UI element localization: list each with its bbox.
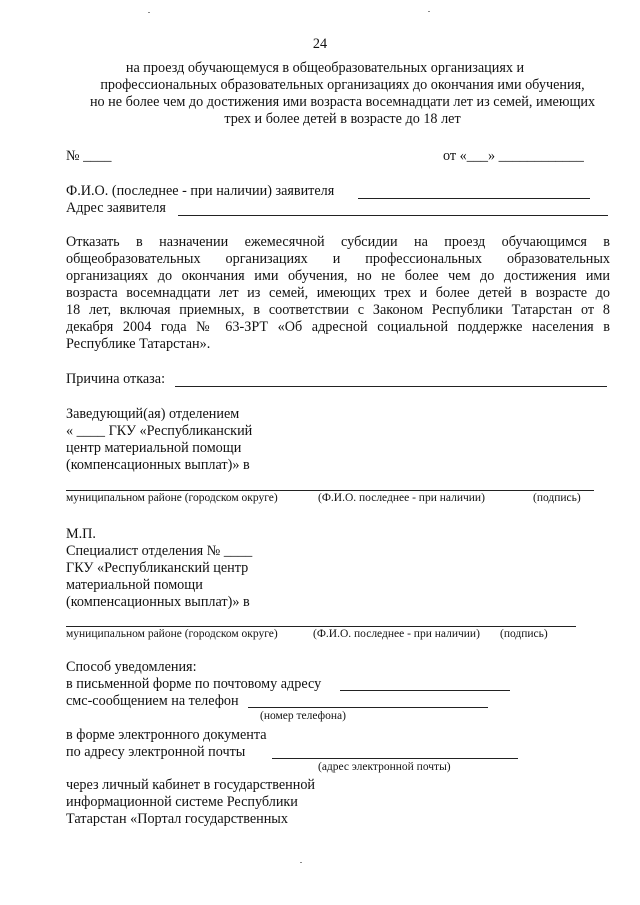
caption-district: муниципальном районе (городском округе) bbox=[66, 628, 278, 640]
phone-number-field[interactable] bbox=[248, 707, 488, 708]
refusal-line: организациях до окончания ими обучения, но не более чем до достижения ими bbox=[66, 268, 610, 284]
email-field[interactable] bbox=[272, 758, 518, 759]
refusal-reason-label: Причина отказа: bbox=[66, 371, 166, 387]
caption-fio: (Ф.И.О. последнее - при наличии) bbox=[313, 628, 480, 640]
specialist-line: ГКУ «Республиканский центр bbox=[66, 560, 249, 576]
notification-cabinet-line: Татарстан «Портал государственных bbox=[66, 811, 288, 827]
scan-speck bbox=[148, 12, 150, 13]
caption-signature: (подпись) bbox=[533, 492, 581, 504]
refusal-line: общеобразовательных организациях и профессиональных образовательных bbox=[66, 251, 610, 267]
heading-line: но не более чем до достижения ими возраста восемнадцати лет из семей, имеющих bbox=[89, 94, 596, 110]
phone-caption: (номер телефона) bbox=[260, 710, 346, 722]
head-line: Заведующий(ая) отделением bbox=[66, 406, 240, 422]
notification-email-label: по адресу электронной почты bbox=[66, 744, 246, 760]
caption-fio: (Ф.И.О. последнее - при наличии) bbox=[318, 492, 485, 504]
applicant-fio-label: Ф.И.О. (последнее - при наличии) заявителя bbox=[66, 183, 335, 199]
applicant-address-field[interactable] bbox=[178, 215, 608, 216]
refusal-line: Отказать в назначении ежемесячной субсидии на проезд обучающимся в bbox=[66, 234, 610, 250]
specialist-line: Специалист отделения № ____ bbox=[66, 543, 253, 559]
caption-district: муниципальном районе (городском округе) bbox=[66, 492, 278, 504]
refusal-reason-field[interactable] bbox=[175, 386, 607, 387]
number-field[interactable]: № ____ bbox=[66, 148, 112, 164]
page-number: 24 bbox=[312, 36, 328, 52]
notification-cabinet-line: информационной системе Республики bbox=[66, 794, 298, 810]
specialist-signature-field[interactable] bbox=[66, 626, 576, 627]
notification-cabinet-line[interactable]: через личный кабинет в государственной bbox=[66, 777, 316, 793]
email-caption: (адрес электронной почты) bbox=[318, 761, 451, 773]
scan-speck bbox=[428, 11, 430, 12]
applicant-fio-field[interactable] bbox=[358, 198, 590, 199]
notification-sms-option[interactable]: смс-сообщением на телефон bbox=[66, 693, 239, 709]
heading-line: трех и более детей в возрасте до 18 лет bbox=[224, 111, 461, 127]
postal-address-field[interactable] bbox=[340, 690, 510, 691]
head-signature-field[interactable] bbox=[66, 490, 594, 491]
refusal-line: 18 лет, включая приемных, в соответствии с Законом Республики Татарстан от 8 bbox=[66, 302, 610, 318]
scan-speck bbox=[300, 862, 302, 863]
heading-line: на проезд обучающемуся в общеобразовательных организациях и bbox=[125, 60, 525, 76]
date-field[interactable]: от «___» ____________ bbox=[443, 148, 584, 164]
notification-title: Способ уведомления: bbox=[66, 659, 197, 675]
notification-postal-option[interactable]: в письменной форме по почтовому адресу bbox=[66, 676, 322, 692]
head-line: « ____ ГКУ «Республиканский bbox=[66, 423, 253, 439]
refusal-line: декабря 2004 года № 63-ЗРТ «Об адресной социальной поддержке населения в bbox=[66, 319, 610, 335]
heading-line: профессиональных образовательных организациях до окончания ими обучения, bbox=[100, 77, 585, 93]
refusal-line: возраста восемнадцати лет из семей, имеющих трех и более детей в возрасте до bbox=[66, 285, 610, 301]
specialist-line: (компенсационных выплат)» в bbox=[66, 594, 250, 610]
caption-signature: (подпись) bbox=[500, 628, 548, 640]
applicant-address-label: Адрес заявителя bbox=[66, 200, 166, 216]
notification-electronic-option[interactable]: в форме электронного документа bbox=[66, 727, 267, 743]
stamp-place-label: М.П. bbox=[66, 526, 96, 542]
head-line: (компенсационных выплат)» в bbox=[66, 457, 250, 473]
refusal-line: Республике Татарстан». bbox=[66, 336, 211, 352]
specialist-line: материальной помощи bbox=[66, 577, 203, 593]
head-line: центр материальной помощи bbox=[66, 440, 242, 456]
